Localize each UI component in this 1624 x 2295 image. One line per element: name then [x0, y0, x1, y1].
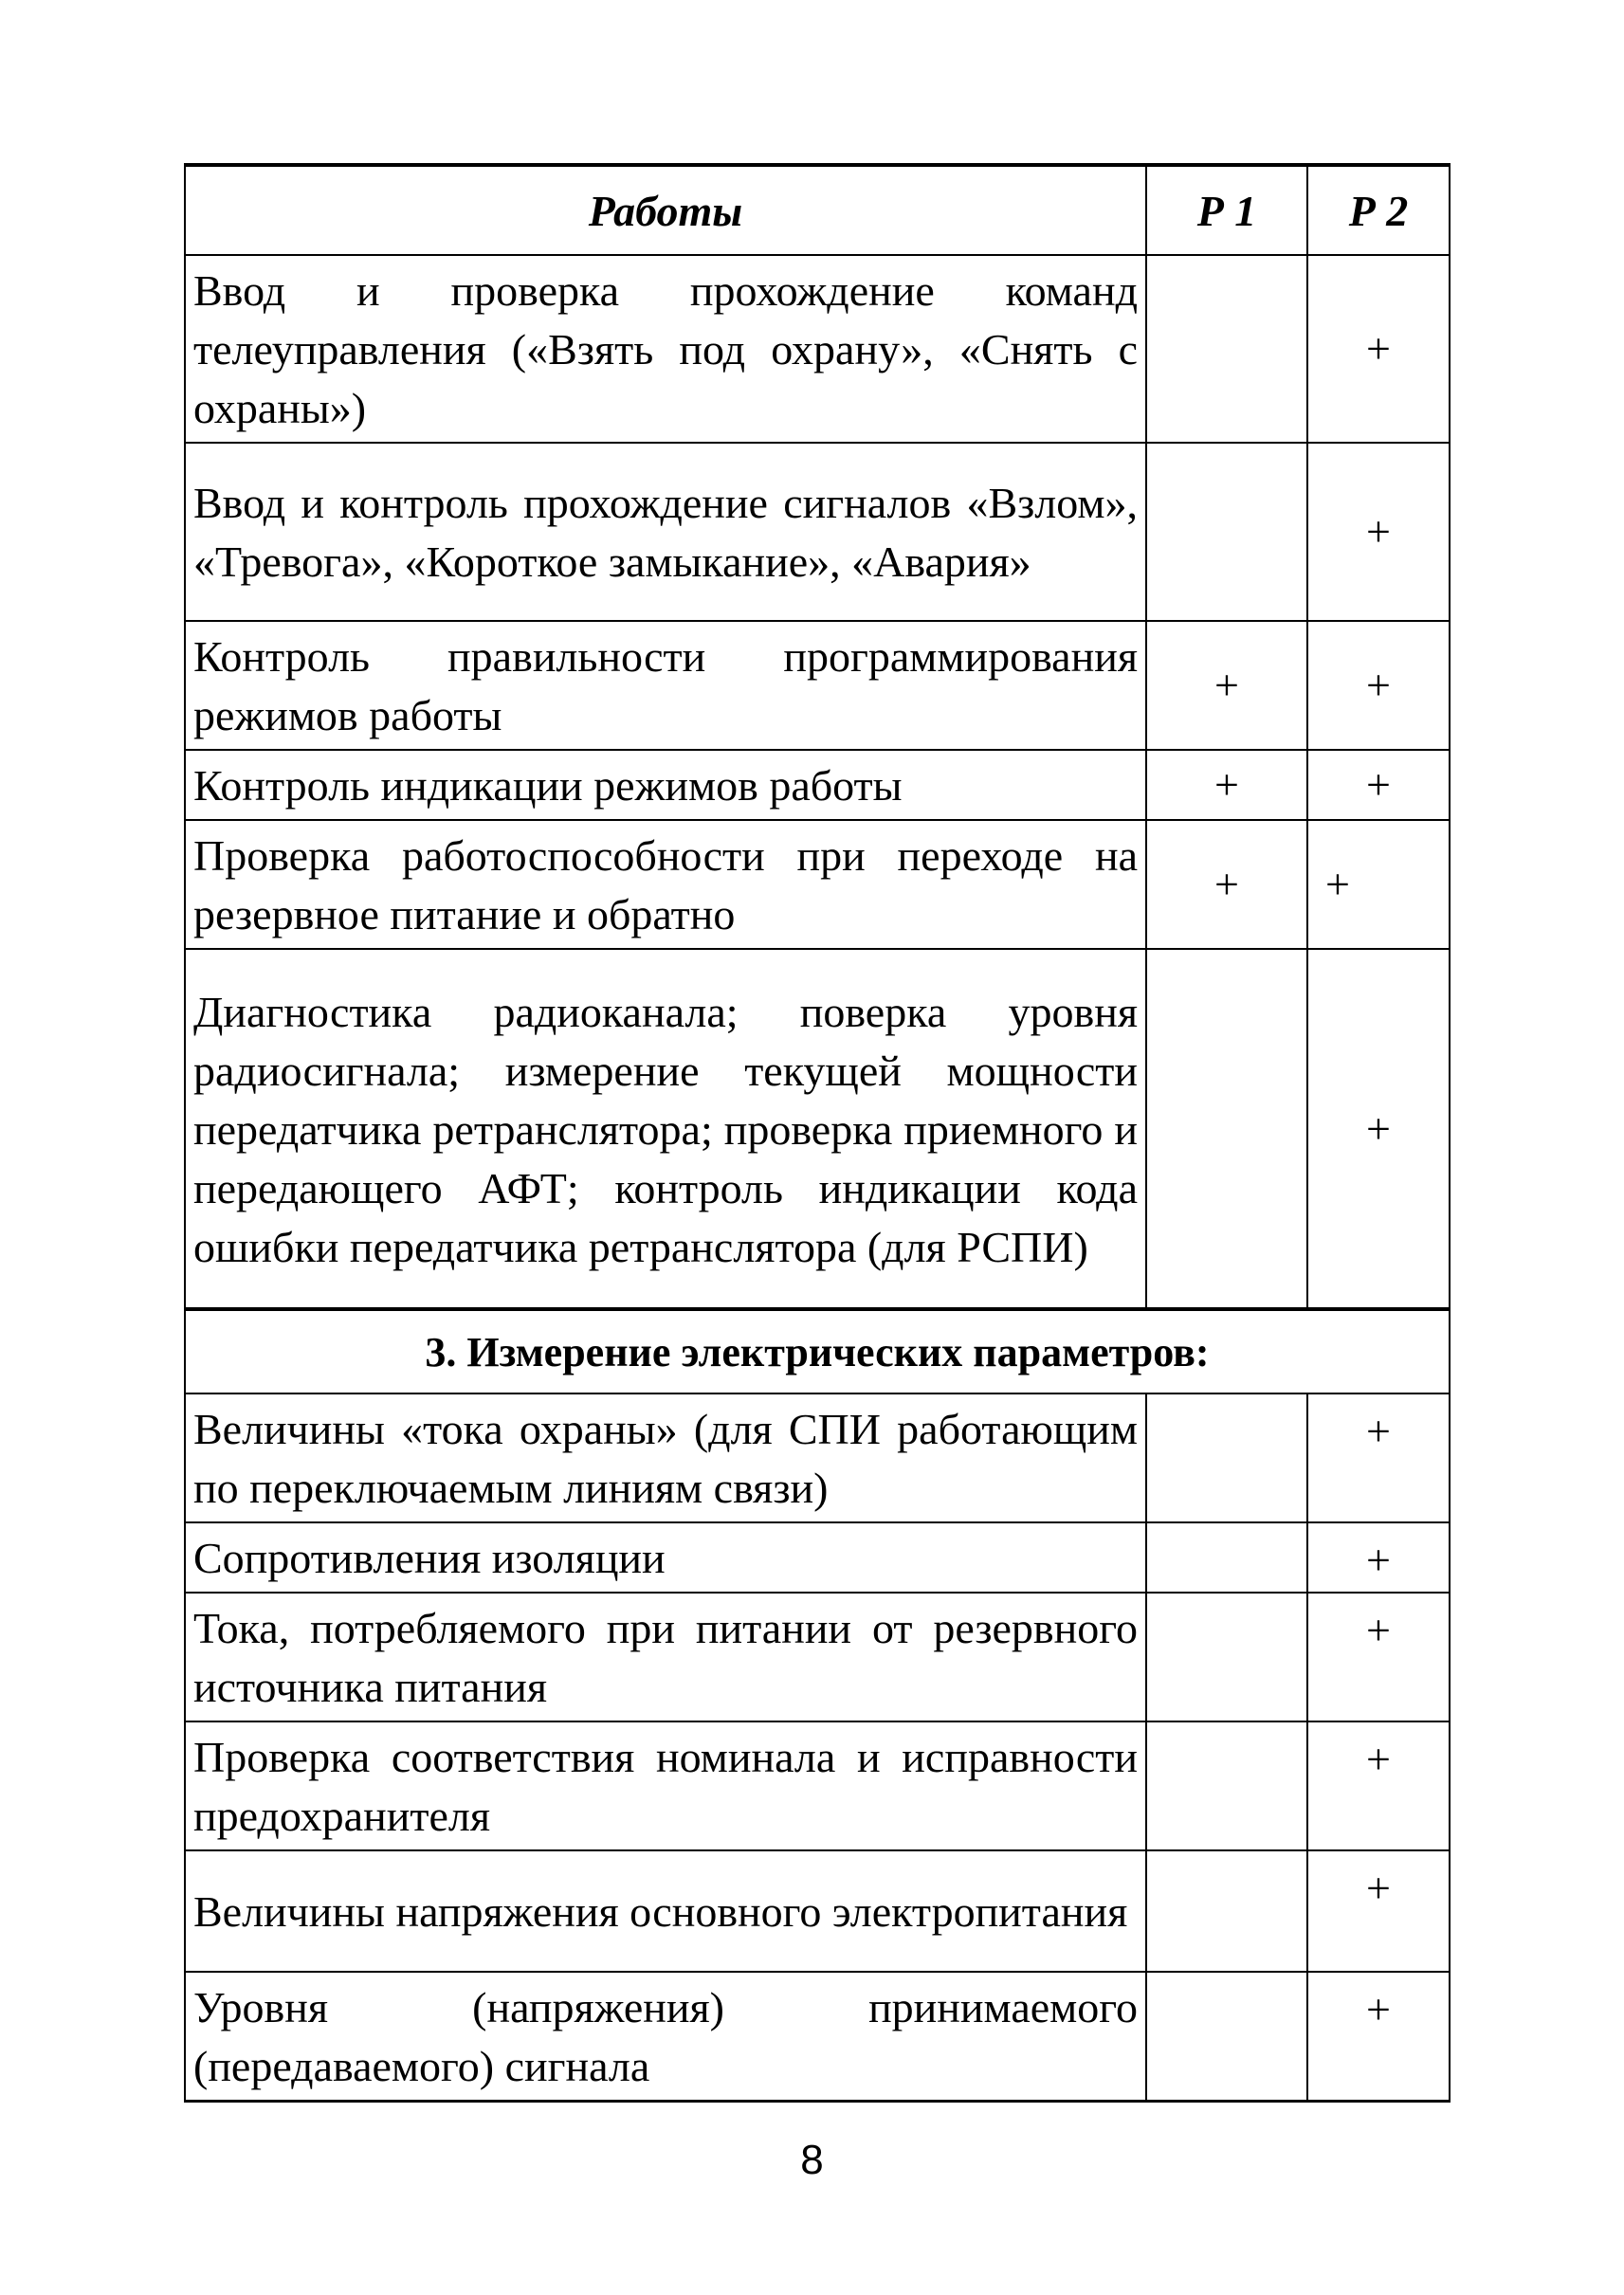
- work-description: Контроль правильности программирования режимов работы: [185, 621, 1146, 750]
- works-table-container: [184, 163, 1449, 2103]
- p2-mark: +: [1307, 1593, 1450, 1721]
- work-description: Ввод и проверка прохождение команд телеуправления («Взять под охрану», «Снять с охраны»): [185, 255, 1146, 443]
- p1-mark: [1146, 1721, 1307, 1850]
- work-description: Величины «тока охраны» (для СПИ работающим по переключаемым линиям связи): [185, 1393, 1146, 1522]
- work-description: Проверка соответствия номинала и исправности предохранителя: [185, 1721, 1146, 1850]
- p2-mark: +: [1307, 1393, 1450, 1522]
- header-p1: Р 1: [1146, 165, 1307, 255]
- p1-mark: [1146, 1593, 1307, 1721]
- p1-mark: [1146, 1522, 1307, 1593]
- table-row: [185, 443, 1450, 621]
- work-description: Уровня (напряжения) принимаемого (передаваемого) сигнала: [185, 1972, 1146, 2102]
- p2-mark: +: [1307, 443, 1450, 621]
- p1-mark: [1146, 443, 1307, 621]
- table-row: [185, 1393, 1450, 1522]
- table-row: [185, 820, 1450, 949]
- works-table: [184, 163, 1451, 2103]
- p2-mark: +: [1307, 255, 1450, 443]
- table-header-row: [185, 165, 1450, 255]
- work-description: Величины напряжения основного электропитания: [185, 1850, 1146, 1972]
- p2-mark: +: [1307, 1972, 1450, 2102]
- p1-mark: [1146, 1972, 1307, 2102]
- p2-mark: +: [1307, 1522, 1450, 1593]
- p2-mark: +: [1307, 1721, 1450, 1850]
- table-row: [185, 1522, 1450, 1593]
- page-number: 8: [800, 2137, 824, 2183]
- table-row: [185, 255, 1450, 443]
- p2-mark: +: [1307, 621, 1450, 750]
- table-row: [185, 750, 1450, 820]
- table-row: [185, 949, 1450, 1309]
- table-row: [185, 1850, 1450, 1972]
- p1-mark: [1146, 255, 1307, 443]
- p2-mark: +: [1307, 1850, 1450, 1972]
- p1-mark: [1146, 1850, 1307, 1972]
- p1-mark: [1146, 949, 1307, 1309]
- work-description: Сопротивления изоляции: [185, 1522, 1146, 1593]
- work-description: Ввод и контроль прохождение сигналов «Взлом», «Тревога», «Короткое замыкание», «Авария»: [185, 443, 1146, 621]
- work-description: Проверка работоспособности при переходе на резервное питание и обратно: [185, 820, 1146, 949]
- p2-mark: +: [1307, 949, 1450, 1309]
- work-description: Контроль индикации режимов работы: [185, 750, 1146, 820]
- section-row: [185, 1309, 1450, 1393]
- table-row: [185, 1593, 1450, 1721]
- header-work: Работы: [185, 165, 1146, 255]
- p2-mark: +: [1307, 750, 1450, 820]
- table-row: [185, 1721, 1450, 1850]
- section-title: 3. Измерение электрических параметров:: [185, 1309, 1450, 1393]
- p1-mark: +: [1146, 820, 1307, 949]
- work-description: Тока, потребляемого при питании от резервного источника питания: [185, 1593, 1146, 1721]
- p1-mark: +: [1146, 621, 1307, 750]
- header-p2: Р 2: [1307, 165, 1450, 255]
- p1-mark: [1146, 1393, 1307, 1522]
- table-row: [185, 1972, 1450, 2102]
- work-description: Диагностика радиоканала; поверка уровня радиосигнала; измерение текущей мощности передатчика ретранслятора; проверка приемного и передающего АФТ; контроль индикации кода ошибки передатчика ретранслятора (для РСПИ): [185, 949, 1146, 1309]
- p2-mark: +: [1307, 820, 1450, 949]
- p1-mark: +: [1146, 750, 1307, 820]
- table-row: [185, 621, 1450, 750]
